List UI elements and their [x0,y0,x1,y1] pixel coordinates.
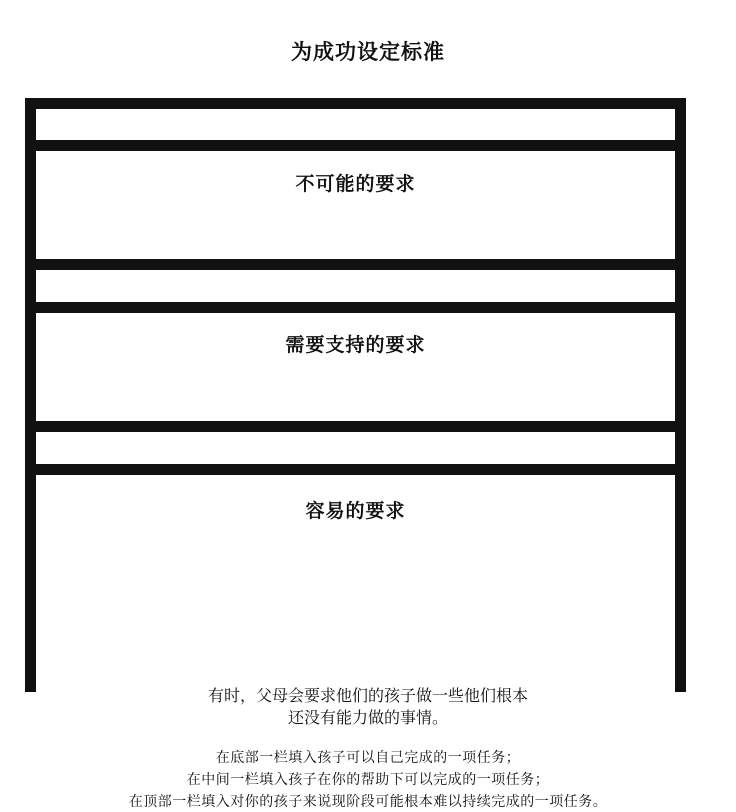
ladder-rung [25,98,686,109]
ladder-rung [25,302,686,313]
page-title: 为成功设定标准 [291,40,445,64]
instruction-line-3: 在顶部一栏填入对你的孩子来说现阶段可能根本难以持续完成的一项任务。 [128,794,608,810]
instruction-line-2: 在中间一栏填入孩子在你的帮助下可以完成的一项任务； [186,772,550,788]
ladder-rung [25,464,686,475]
ladder-rung [25,140,686,151]
easy-requirements-label: 容易的要求 [305,500,406,522]
note-line-2: 还没有能力做的事情。 [287,708,448,727]
ladder-right-post [675,98,686,692]
note-line-1: 有时，父母会要求他们的孩子做一些他们根本 [207,686,528,705]
instruction-line-1: 在底部一栏填入孩子可以自己完成的一项任务； [215,750,521,766]
ladder-rung [25,259,686,270]
ladder-rung [25,421,686,432]
supported-requirements-label: 需要支持的要求 [285,334,426,356]
impossible-requirements-label: 不可能的要求 [295,173,416,195]
ladder-left-post [25,98,36,692]
